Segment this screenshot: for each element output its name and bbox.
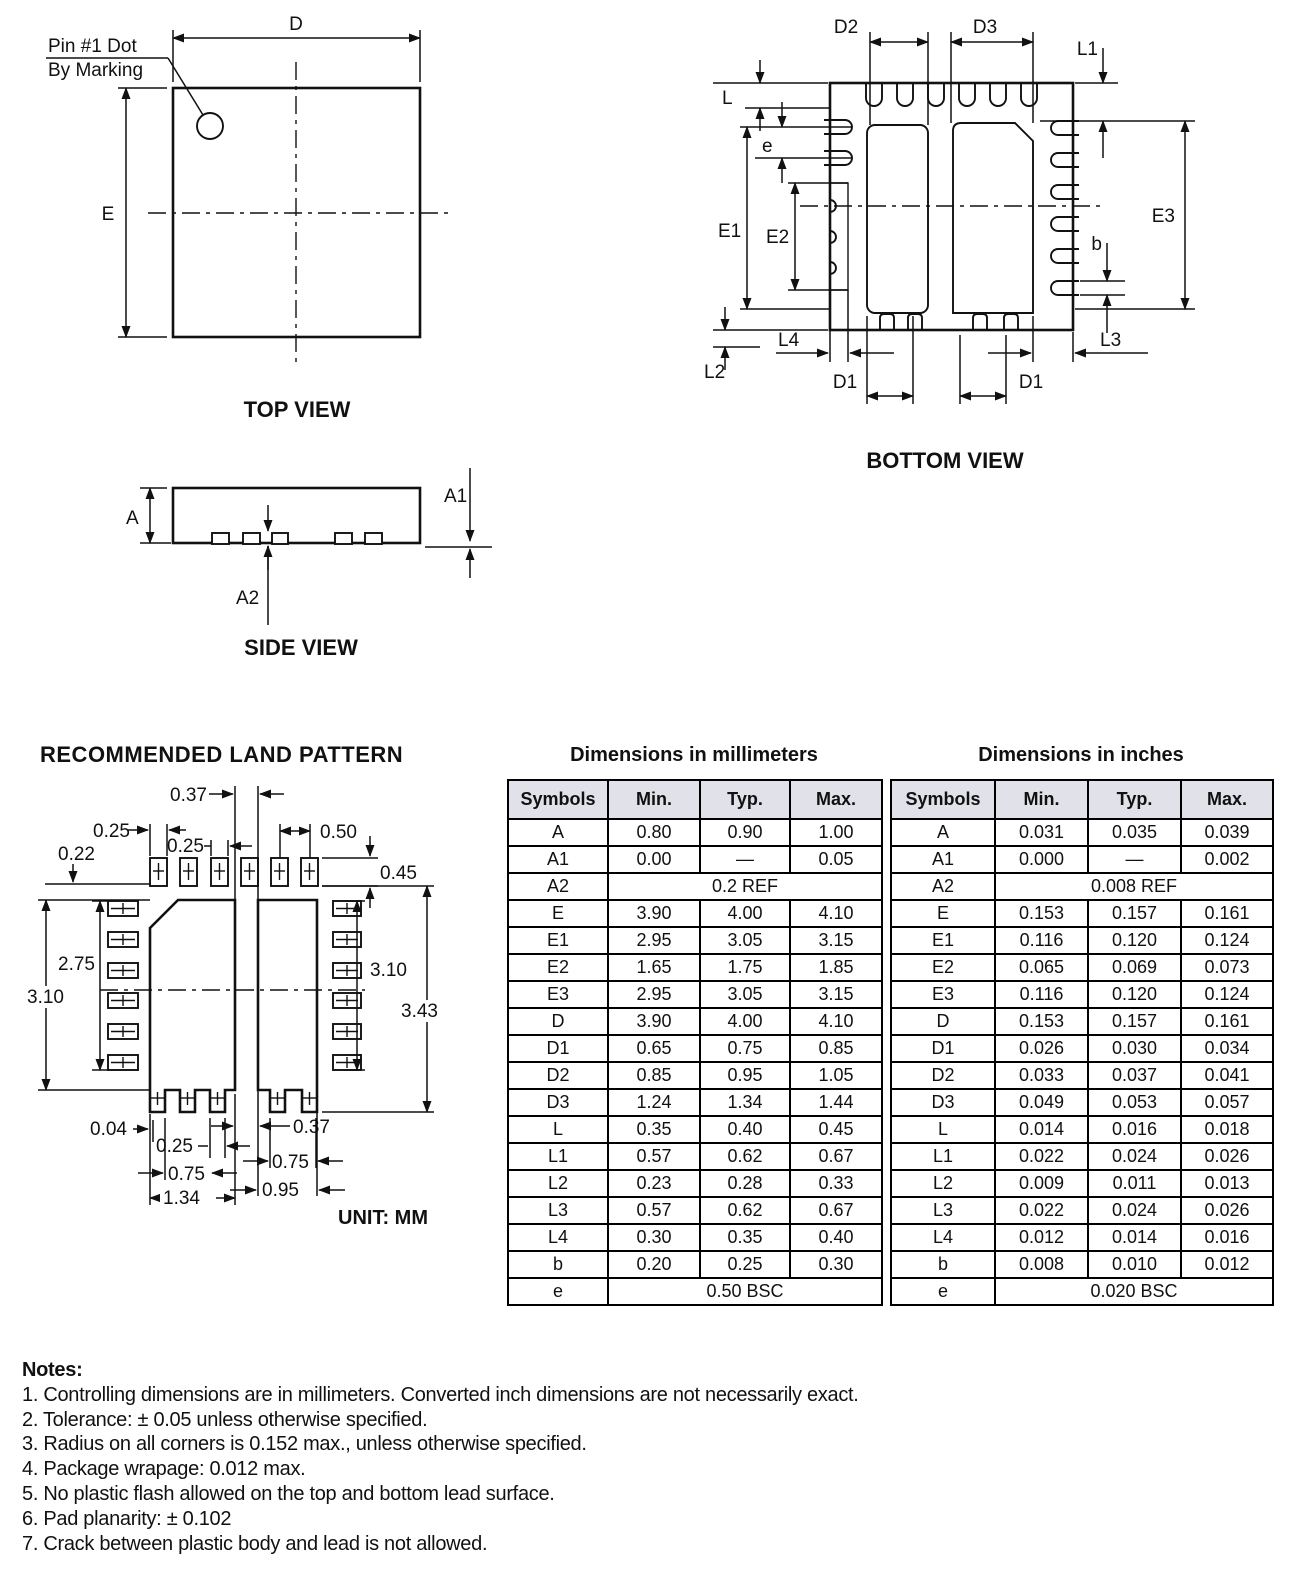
dim-label-l: L [722,88,733,109]
value-cell: 0.026 [1181,1143,1273,1170]
value-cell: 0.022 [995,1197,1088,1224]
table-row [891,1224,1273,1251]
symbol-cell: b [891,1251,995,1278]
dim-label-310-left: 3.10 [27,987,64,1008]
value-cell: 0.45 [790,1116,882,1143]
value-cell: 0.024 [1088,1143,1181,1170]
table-row [891,1008,1273,1035]
value-cell: 3.05 [700,927,790,954]
dim-label-l1: L1 [1076,39,1098,60]
table-row [508,981,882,1008]
note-item: 5. No plastic flash allowed on the top and bottom lead surface. [22,1482,555,1505]
symbol-cell: D1 [508,1035,608,1062]
dim-label-095: 0.95 [262,1180,299,1201]
dim-label-025-b: 0.25 [167,836,204,857]
side-view-dimensions [126,468,470,625]
value-cell: 0.120 [1088,981,1181,1008]
symbol-cell: D2 [891,1062,995,1089]
dim-label-275: 2.75 [58,954,95,975]
value-cell: 0.95 [700,1062,790,1089]
value-cell: 0.80 [608,819,700,846]
value-cell: 1.44 [790,1089,882,1116]
dim-label-d1-left: D1 [832,372,858,393]
symbol-cell: b [508,1251,608,1278]
land-pattern-title: RECOMMENDED LAND PATTERN [40,742,404,767]
dim-label-e-pitch: e [762,136,773,157]
table-row [508,846,882,873]
value-cell: — [1088,846,1181,873]
table-row [891,1035,1273,1062]
table-row [891,1197,1273,1224]
value-cell: 4.00 [700,900,790,927]
table-row [891,819,1273,846]
value-cell: 0.35 [700,1224,790,1251]
symbol-cell: A [891,819,995,846]
symbol-cell: e [891,1278,995,1305]
dim-label-l3: L3 [1100,330,1122,351]
land-pattern-drawing [25,770,475,1242]
value-cell: 0.161 [1181,900,1273,927]
bottom-view-body [800,83,1105,330]
value-cell: 0.002 [1181,846,1273,873]
dim-label-310-right: 3.10 [370,960,407,981]
value-cell: 0.116 [995,981,1088,1008]
table-row [508,873,882,900]
note-item: 7. Crack between plastic body and lead is not allowed. [22,1532,488,1555]
value-cell: 0.67 [790,1143,882,1170]
land-pattern-pads [100,858,365,1112]
dim-label-d3: D3 [972,17,998,38]
table-row [891,846,1273,873]
value-cell: 0.008 REF [995,873,1273,900]
value-cell: 0.018 [1181,1116,1273,1143]
top-view-caption: TOP VIEW [243,397,351,422]
right-edge-pads [1051,121,1079,295]
value-cell: 0.012 [995,1224,1088,1251]
value-cell: 0.00 [608,846,700,873]
table-header-cell: Min. [608,780,700,819]
table-header-cell: Max. [790,780,882,819]
symbol-cell: D1 [891,1035,995,1062]
notes-heading: Notes: [22,1359,83,1381]
unit-label: UNIT: MM [338,1207,428,1229]
dim-label-e: E [101,204,115,225]
value-cell: 0.016 [1088,1116,1181,1143]
symbol-cell: L [891,1116,995,1143]
symbol-cell: D3 [508,1089,608,1116]
symbol-cell: E [508,900,608,927]
symbol-cell: E1 [508,927,608,954]
dim-label-050: 0.50 [320,822,357,843]
value-cell: 0.57 [608,1197,700,1224]
value-cell: 0.161 [1181,1008,1273,1035]
bottom-view-caption: BOTTOM VIEW [866,448,1024,473]
table-row [891,1170,1273,1197]
value-cell: 0.008 [995,1251,1088,1278]
value-cell: 3.15 [790,927,882,954]
value-cell: 0.069 [1088,954,1181,981]
note-item: 6. Pad planarity: ± 0.102 [22,1507,232,1530]
dim-label-e2: E2 [766,227,790,248]
symbol-cell: L3 [508,1197,608,1224]
value-cell: 0.62 [700,1197,790,1224]
value-cell: 0.030 [1088,1035,1181,1062]
symbol-cell: E3 [508,981,608,1008]
value-cell: — [700,846,790,873]
table-row [508,1008,882,1035]
top-view-drawing [30,8,490,436]
value-cell: 2.95 [608,981,700,1008]
value-cell: 1.05 [790,1062,882,1089]
pin1-dot [197,113,223,139]
value-cell: 0.016 [1181,1224,1273,1251]
table-header-cell: Typ. [700,780,790,819]
value-cell: 0.010 [1088,1251,1181,1278]
side-view-caption: SIDE VIEW [244,635,358,660]
dim-label-e3: E3 [1151,206,1175,227]
value-cell: 0.85 [608,1062,700,1089]
mm-table-title: Dimensions in millimeters [570,744,818,766]
value-cell: 0.011 [1088,1170,1181,1197]
value-cell: 0.30 [608,1224,700,1251]
symbol-cell: L3 [891,1197,995,1224]
value-cell: 0.157 [1088,1008,1181,1035]
dim-label-e1: E1 [718,221,742,242]
note-item: 1. Controlling dimensions are in millimeters. Converted inch dimensions are not necessarily exact. [22,1383,859,1406]
table-row [891,1116,1273,1143]
value-cell: 0.116 [995,927,1088,954]
value-cell: 0.000 [995,846,1088,873]
symbol-cell: A2 [891,873,995,900]
dim-label-037-b: 0.37 [293,1117,330,1138]
table-row [891,1062,1273,1089]
value-cell: 0.75 [700,1035,790,1062]
value-cell: 0.013 [1181,1170,1273,1197]
value-cell: 1.65 [608,954,700,981]
value-cell: 0.62 [700,1143,790,1170]
value-cell: 0.014 [1088,1224,1181,1251]
value-cell: 0.40 [790,1224,882,1251]
notes-list [22,1383,1292,1557]
table-row [508,1143,882,1170]
dim-label-b: b [1091,234,1102,255]
symbol-cell: A2 [508,873,608,900]
bottom-edge-pads [880,314,1018,330]
value-cell: 0.009 [995,1170,1088,1197]
top-view-body [148,62,452,368]
value-cell: 0.022 [995,1143,1088,1170]
symbol-cell: E2 [891,954,995,981]
table-header-row [508,780,882,819]
value-cell: 0.026 [995,1035,1088,1062]
note-item: 2. Tolerance: ± 0.05 unless otherwise specified. [22,1408,428,1431]
table-row [508,1170,882,1197]
value-cell: 0.05 [790,846,882,873]
value-cell: 0.124 [1181,981,1273,1008]
value-cell: 0.026 [1181,1197,1273,1224]
notes-section [22,1358,1292,1556]
inch-table-block [890,744,1272,1306]
dim-label-075-a: 0.75 [168,1164,205,1185]
table-row [891,900,1273,927]
symbol-cell: L1 [508,1143,608,1170]
dim-label-025-a: 0.25 [93,821,130,842]
dim-label-l2: L2 [704,362,726,383]
table-header-cell: Symbols [508,780,608,819]
dim-label-a2: A2 [236,588,260,609]
table-row [508,1224,882,1251]
table-row [891,927,1273,954]
dim-label-134: 1.34 [163,1188,200,1209]
table-row [508,927,882,954]
dim-label-022: 0.22 [58,844,95,865]
note-item: 3. Radius on all corners is 0.152 max., unless otherwise specified. [22,1433,587,1456]
value-cell: 0.053 [1088,1089,1181,1116]
value-cell: 0.014 [995,1116,1088,1143]
table-row [891,981,1273,1008]
symbol-cell: e [508,1278,608,1305]
value-cell: 0.28 [700,1170,790,1197]
value-cell: 0.031 [995,819,1088,846]
value-cell: 0.153 [995,1008,1088,1035]
symbol-cell: A1 [891,846,995,873]
value-cell: 0.120 [1088,927,1181,954]
value-cell: 3.05 [700,981,790,1008]
symbol-cell: L2 [508,1170,608,1197]
value-cell: 0.124 [1181,927,1273,954]
value-cell: 0.35 [608,1116,700,1143]
value-cell: 3.90 [608,900,700,927]
dim-label-343: 3.43 [401,1001,438,1022]
value-cell: 3.15 [790,981,882,1008]
table-header-cell: Max. [1181,780,1273,819]
symbol-cell: L4 [891,1224,995,1251]
pin1-note-line1: Pin #1 Dot [48,36,137,57]
exposed-pad-left [867,125,928,313]
pin1-note-line2: By Marking [48,60,144,81]
value-cell: 1.24 [608,1089,700,1116]
top-view-dimensions [46,14,420,337]
exposed-pad-right [953,123,1033,313]
table-row [508,1035,882,1062]
value-cell: 1.75 [700,954,790,981]
symbol-cell: D [508,1008,608,1035]
value-cell: 1.34 [700,1089,790,1116]
bottom-view-drawing [690,8,1301,480]
symbol-cell: E2 [508,954,608,981]
table-row [508,1089,882,1116]
mm-table-block [507,744,881,1306]
value-cell: 0.153 [995,900,1088,927]
center-pad-right [258,900,317,1112]
value-cell: 0.039 [1181,819,1273,846]
symbol-cell: E3 [891,981,995,1008]
value-cell: 0.20 [608,1251,700,1278]
symbol-cell: L [508,1116,608,1143]
table-row [891,1143,1273,1170]
dim-label-a1: A1 [444,486,468,507]
value-cell: 0.024 [1088,1197,1181,1224]
value-cell: 0.85 [790,1035,882,1062]
table-row [508,1278,882,1305]
table-row [891,1251,1273,1278]
value-cell: 2.95 [608,927,700,954]
center-pad-left [150,900,235,1112]
value-cell: 0.065 [995,954,1088,981]
dim-label-d: D [289,14,303,35]
value-cell: 0.020 BSC [995,1278,1273,1305]
symbol-cell: A [508,819,608,846]
table-row [508,1251,882,1278]
symbol-cell: L2 [891,1170,995,1197]
value-cell: 0.57 [608,1143,700,1170]
value-cell: 0.033 [995,1062,1088,1089]
value-cell: 0.034 [1181,1035,1273,1062]
table-header-cell: Typ. [1088,780,1181,819]
dim-label-d2: D2 [833,17,859,38]
dimensions-table-mm [507,779,883,1306]
table-row [891,1278,1273,1305]
value-cell: 0.90 [700,819,790,846]
dim-label-045: 0.45 [380,863,417,884]
table-header-row [891,780,1273,819]
symbol-cell: E1 [891,927,995,954]
value-cell: 0.50 BSC [608,1278,882,1305]
table-row [508,1197,882,1224]
value-cell: 0.035 [1088,819,1181,846]
value-cell: 0.67 [790,1197,882,1224]
dim-label-a: A [126,508,139,529]
symbol-cell: D2 [508,1062,608,1089]
value-cell: 1.85 [790,954,882,981]
dim-label-037-top: 0.37 [170,785,207,806]
symbol-cell: L4 [508,1224,608,1251]
value-cell: 0.049 [995,1089,1088,1116]
symbol-cell: D [891,1008,995,1035]
value-cell: 0.2 REF [608,873,882,900]
table-row [508,954,882,981]
value-cell: 0.057 [1181,1089,1273,1116]
bottom-view-dimensions [704,17,1195,404]
inch-table-title: Dimensions in inches [978,744,1184,766]
table-row [508,900,882,927]
table-row [891,873,1273,900]
table-row [508,819,882,846]
value-cell: 0.073 [1181,954,1273,981]
symbol-cell: D3 [891,1089,995,1116]
value-cell: 1.00 [790,819,882,846]
value-cell: 0.65 [608,1035,700,1062]
dim-label-075-b: 0.75 [272,1152,309,1173]
value-cell: 4.00 [700,1008,790,1035]
table-row [891,1089,1273,1116]
table-row [508,1116,882,1143]
side-view-drawing [75,450,505,665]
value-cell: 0.041 [1181,1062,1273,1089]
note-item: 4. Package wrapage: 0.012 max. [22,1458,306,1481]
dim-label-d1-right: D1 [1018,372,1044,393]
value-cell: 0.25 [700,1251,790,1278]
table-row [508,1062,882,1089]
value-cell: 4.10 [790,900,882,927]
value-cell: 0.30 [790,1251,882,1278]
value-cell: 4.10 [790,1008,882,1035]
table-header-cell: Symbols [891,780,995,819]
value-cell: 0.23 [608,1170,700,1197]
symbol-cell: L1 [891,1143,995,1170]
table-row [891,954,1273,981]
value-cell: 0.40 [700,1116,790,1143]
value-cell: 0.037 [1088,1062,1181,1089]
value-cell: 0.157 [1088,900,1181,927]
symbol-cell: A1 [508,846,608,873]
table-header-cell: Min. [995,780,1088,819]
symbol-cell: E [891,900,995,927]
dim-label-l4: L4 [778,330,800,351]
dimensions-table-inch [890,779,1274,1306]
dim-label-004: 0.04 [90,1119,127,1140]
value-cell: 0.33 [790,1170,882,1197]
value-cell: 0.012 [1181,1251,1273,1278]
value-cell: 3.90 [608,1008,700,1035]
dim-label-025-c: 0.25 [156,1136,193,1157]
